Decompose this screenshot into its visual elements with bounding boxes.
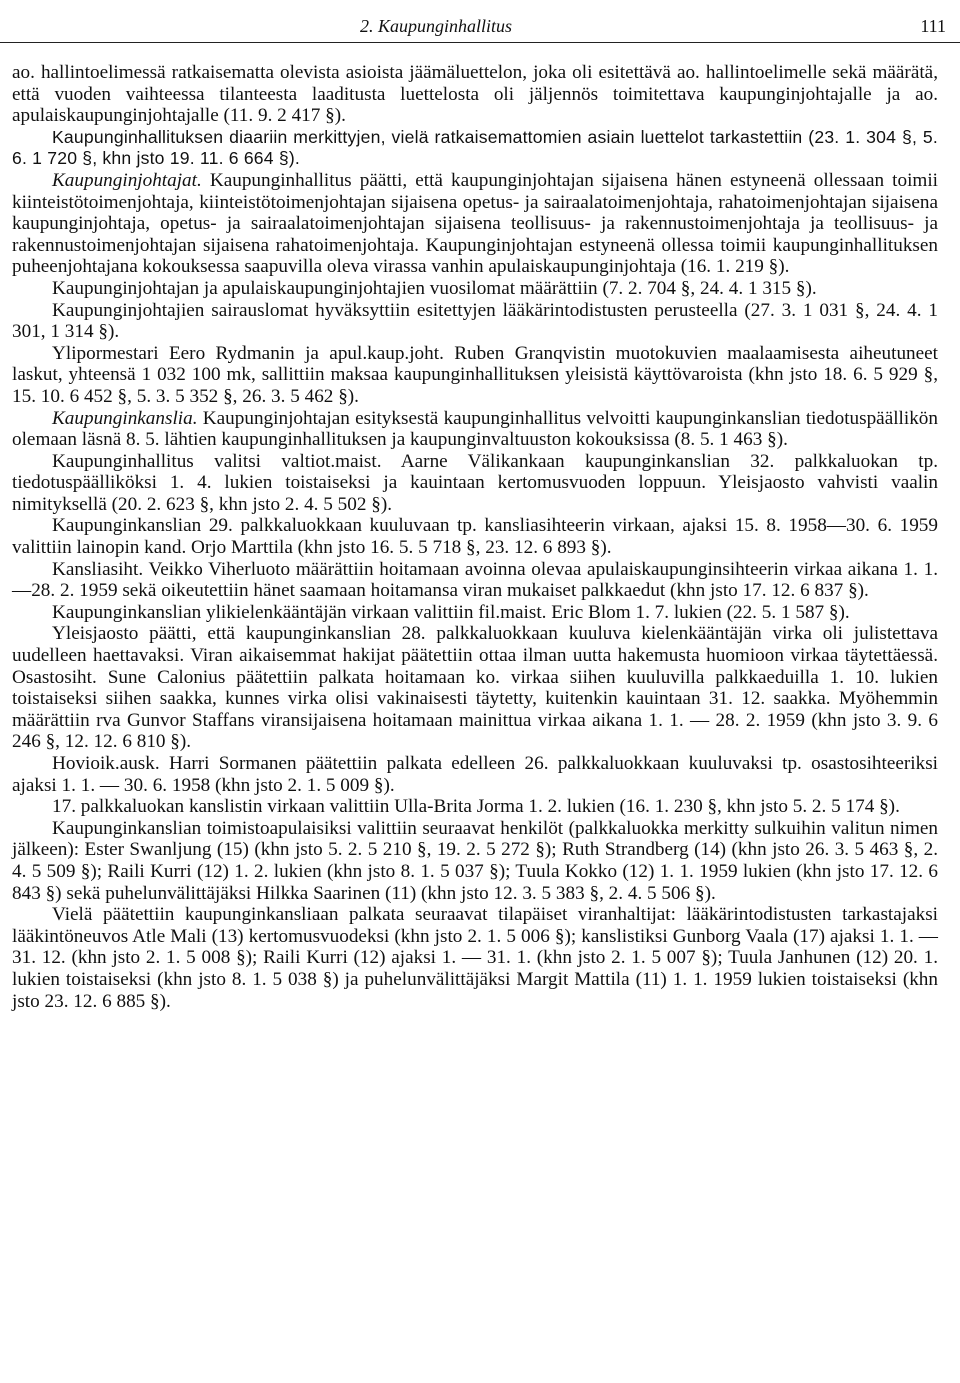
paragraph: Vielä päätettiin kaupunginkansliaan palkata seuraavat tilapäiset viranhaltijat: lääkärintodistusten tarkastajaksi lääkintöneuvos Atle Mali (13) kertomusvuodeksi (khn jsto 2. 1. 5 006 §); kanslistiksi Gunborg Vaala (17) ajaksi 1. 1. — 31. 12. (khn jsto 2. 1. 5 008 §); Raili Kurri (12) ajaksi 1. — 31. 1. (khn jsto 2. 1. 5 007 §); Tuula Janhunen (12) 20. 1. lukien toistaiseksi (khn jsto 8. 1. 5 038 §) ja puhelunvälittäjäksi Margit Mattila (11) 1. 1. 1959 lukien toistaiseksi (khn jsto 23. 12. 6 885 §).: [12, 904, 938, 1012]
paragraph: ao. hallintoelimessä ratkaisematta olevista asioista jäämäluettelon, joka oli esitettävä ao. hallintoelimelle sekä määrätä, että vuoden vaihteessa tilanteesta laaditusta luettelosta oli jäljennös toimitettava kaupunginjohtajalle ja ao. apulaiskaupunginjohtajalle (11. 9. 2 417 §).: [12, 62, 938, 127]
paragraph: Yleisjaosto päätti, että kaupunginkanslian 28. palkkaluokkaan kuuluva kielenkääntäjän virka oli julistettava uudelleen haettavaksi. Viran aikaisemmat hakijat päätettiin ottaa ilman uutta hakemusta huomioon virkaa täytettäessä. Osastosiht. Sune Calonius päätettiin palkata hoitamaan ko. virkaa siihen kuuluvilla palkkaeduilla 1. 10. lukien toistaiseksi siihen saakka, kunnes virka olisi vakinaisesti täytetty, kuitenkin kauintaan 31. 12. saakka. Myöhemmin määrättiin rva Gunvor Staffans viransijaisena hoitamaan mainittua virkaa aikana 1. 1. — 28. 2. 1959 (khn jsto 3. 9. 6 246 §, 12. 12. 6 810 §).: [12, 623, 938, 753]
paragraph: Kaupunginjohtajan ja apulaiskaupunginjohtajien vuosilomat määrättiin (7. 2. 704 §, 24. 4. 1 315 §).: [52, 277, 817, 299]
running-title: 2. Kaupunginhallitus: [360, 16, 513, 36]
page-header: [0, 12, 960, 43]
paragraph: Kaupunginjohtajien sairauslomat hyväksyttiin esitettyjen lääkärintodistusten perusteella (27. 3. 1 031 §, 24. 4. 1 301, 1 314 §).: [12, 299, 938, 343]
paragraph-text: Kaupunginjohtajan esityksestä kaupunginhallitus velvoitti kaupunginkanslian tiedotuspäällikön olemaan läsnä 8. 5. lähtien kaupunginhallituksen ja kaupunginvaltuuston kokouksissa (8. 5. 1 463 §).: [12, 407, 938, 451]
paragraph: Kaupunginhallitus valitsi valtiot.maist. Aarne Välikankaan kaupunginkanslian 32. palkkaluokan tp. tiedotuspäälliköksi 1. 4. lukien toistaiseksi ja kauintaan kertomusvuoden loppuun. Yleisjaosto vahvisti vaalin nimityksellä (20. 2. 623 §, khn jsto 2. 4. 5 502 §).: [12, 450, 938, 515]
paragraph: Kansliasiht. Veikko Viherluoto määrättiin hoitamaan avoinna olevaa apulaiskaupunginsihteerin virkaa aikana 1. 1. —28. 2. 1959 sekä oikeutettiin hänet saamaan hoitamansa viran mukaiset palkkaedut (khn jsto 17. 12. 6 837 §).: [12, 558, 938, 602]
paragraph: Hovioik.ausk. Harri Sormanen päätettiin palkata edelleen 26. palkkaluokkaan kuuluvaksi tp. osastosihteeriksi ajaksi 1. 1. — 30. 6. 1958 (khn jsto 2. 1. 5 009 §).: [12, 753, 938, 796]
paragraph: [12, 408, 938, 451]
paragraph: Kaupunginhallituksen diaariin merkittyjen, vielä ratkaisemattomien asiain luettelot tarkastettiin (23. 1. 304 §, 5. 6. 1 720 §, khn jsto 19. 11. 6 664 §).: [12, 126, 938, 169]
page-number: 111: [920, 16, 946, 36]
paragraph-text: Kaupunginhallitus päätti, että kaupunginjohtajan sijaisena hänen estyneenä ollessaan toimii kiinteistötoimenjohtaja, kiinteistötoimenjohtajan sijaisena opetus- ja sairaalatoimenjohtaja, rahatoimenjohtajan sijaisena kaupunginjohtaja, opetus- ja sairaalatoimenjohtajan sijaisena teollisuus- ja rakennustoimenjohtaja ja teollisuus- ja rakennustoimenjohtajan sijaisena rahatoimenjohtaja. Kaupunginjohtajan estyneenä ollessa toimii kaupunginhallituksen puheenjohtajana kokouksessa saapuvilla oleva virassa vanhin apulaiskaupunginjohtaja (16. 1. 219 §).: [12, 169, 938, 278]
paragraph: Ylipormestari Eero Rydmanin ja apul.kaup.joht. Ruben Granqvistin muotokuvien maalaamisesta aiheutuneet laskut, yhteensä 1 032 100 mk, sallittiin maksaa kaupunginhallituksen yleisistä käyttövaroista (khn jsto 18. 6. 5 929 §, 15. 10. 6 452 §, 5. 3. 5 352 §, 26. 3. 5 462 §).: [12, 342, 938, 407]
section-heading: Kaupunginjohtajat.: [52, 169, 202, 191]
paragraph: Kaupunginkanslian toimistoapulaisiksi valittiin seuraavat henkilöt (palkkaluokka merkitty sulkuihin valitun nimen jälkeen): Ester Swanljung (15) (khn jsto 5. 2. 5 210 §, 19. 2. 5 272 §); Ruth Strandberg (14) (khn jsto 26. 3. 5 463 §, 2. 4. 5 509 §); Raili Kurri (12) 1. 2. lukien (khn jsto 8. 1. 5 037 §); Tuula Kokko (12) 1. 1. 1959 lukien (khn jsto 17. 12. 6 843 §) sekä puhelunvälittäjäksi Hilkka Saarinen (11) (khn jsto 12. 3. 5 383 §, 2. 4. 5 506 §).: [12, 817, 938, 904]
paragraph: Kaupunginkanslian ylikielenkääntäjän virkaan valittiin fil.maist. Eric Blom 1. 7. lukien (22. 5. 1 587 §).: [52, 601, 850, 623]
section-heading: Kaupunginkanslia.: [52, 407, 198, 429]
paragraph: Kaupunginkanslian 29. palkkaluokkaan kuuluvaan tp. kansliasihteerin virkaan, ajaksi 15. 8. 1958—30. 6. 1959 valittiin lainopin kand. Orjo Marttila (khn jsto 16. 5. 5 718 §, 23. 12. 6 893 §).: [12, 515, 938, 559]
paragraph: 17. palkkaluokan kanslistin virkaan valittiin Ulla-Brita Jorma 1. 2. lukien (16. 1. 230 §, khn jsto 5. 2. 5 174 §).: [52, 796, 900, 818]
document-body: [12, 62, 938, 1012]
paragraph: [12, 170, 938, 278]
